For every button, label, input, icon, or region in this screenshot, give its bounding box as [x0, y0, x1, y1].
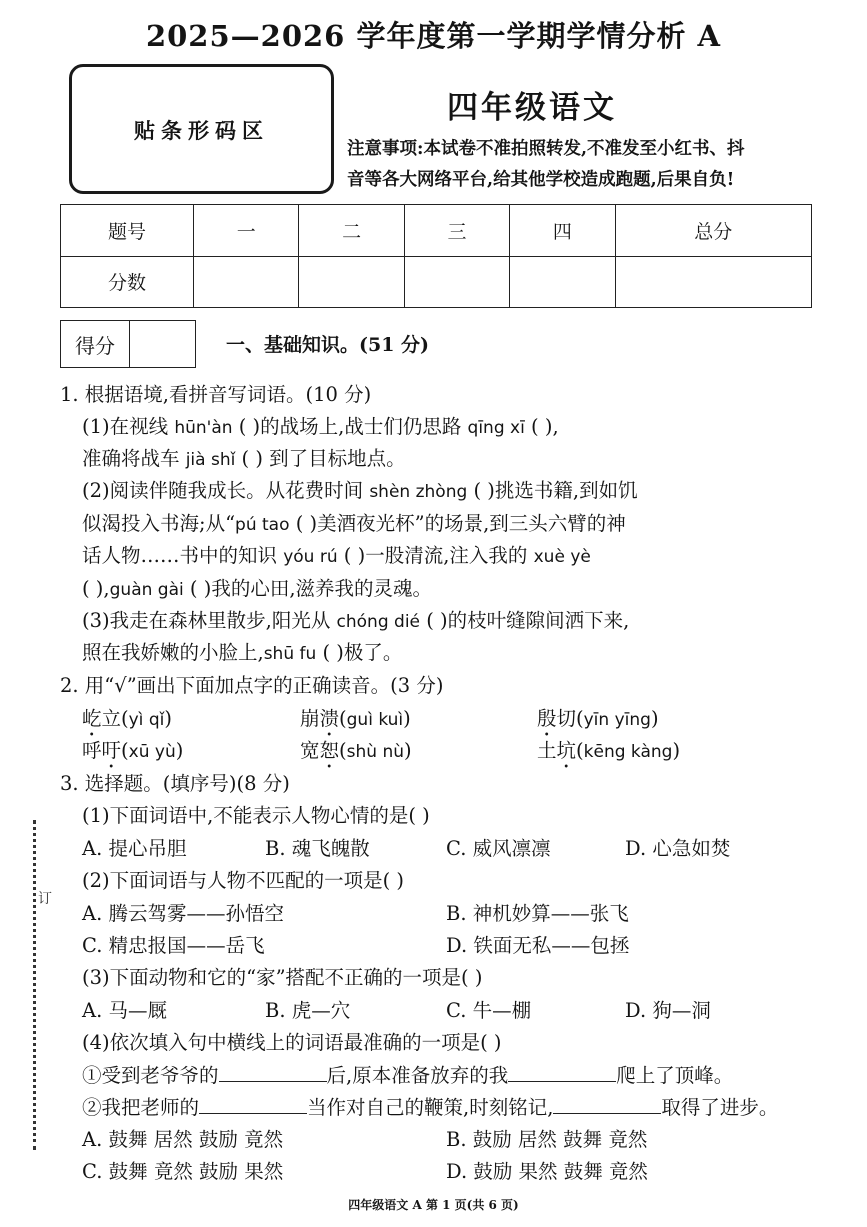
- q3-title: 3. 选择题。(填序号)(8 分): [60, 772, 290, 795]
- q3-sub-3: (3)下面动物和它的“家”搭配不正确的一项是( ): [82, 966, 483, 989]
- subject-title: 四年级语文: [447, 90, 617, 126]
- section-score-input[interactable]: [130, 321, 195, 367]
- pinyin-options: yì qǐ: [128, 710, 165, 730]
- q2-item-5[interactable]: [300, 738, 412, 773]
- score-input-4[interactable]: [510, 256, 615, 308]
- q3-sub-4-sentence-2: [82, 1095, 778, 1121]
- q3-sub-3-option-c[interactable]: C. 牛—棚: [446, 999, 532, 1022]
- cell-fenshu: 分数: [61, 256, 194, 308]
- section-1-title: 一、基础知识。(51 分): [226, 334, 430, 356]
- q3-sub-2: (2)下面词语与人物不匹配的一项是( ): [82, 869, 405, 892]
- score-input-1[interactable]: [194, 256, 299, 308]
- cell-total: 总分: [615, 205, 811, 257]
- score-input-2[interactable]: [299, 256, 404, 308]
- pinyin: chóng dié: [336, 612, 420, 632]
- q3-sub-4-sentence-1: [82, 1063, 733, 1089]
- text: ): [403, 707, 411, 730]
- q3-sub-1-option-a[interactable]: A. 提心吊胆: [82, 837, 187, 860]
- pinyin: yóu rú: [283, 547, 338, 567]
- text: ( )一股清流,注入我的: [337, 544, 534, 567]
- q3-sub-4-option-c[interactable]: C. 鼓舞 竟然 鼓励 果然: [82, 1160, 284, 1183]
- text: 照在我娇嫩的小脸上,: [82, 641, 264, 664]
- cell-4: 四: [510, 205, 615, 257]
- dotted-char: 吁: [101, 739, 122, 762]
- q3-sub-4: (4)依次填入句中横线上的词语最准确的一项是( ): [82, 1031, 502, 1054]
- exam-title: 2025—2026 学年度第一学期学情分析 A: [145, 19, 722, 53]
- q3-sub-4-option-a[interactable]: A. 鼓舞 居然 鼓励 竟然: [82, 1128, 284, 1151]
- notice-line-2: 音等各大网络平台,给其他学校造成跑题,后果自负!: [347, 170, 735, 190]
- pinyin-options: xū yù: [128, 742, 176, 762]
- text: 话人物……书中的知识: [82, 544, 284, 567]
- q2-item-3[interactable]: [537, 706, 659, 741]
- text: 爬上了顶峰。: [616, 1064, 734, 1087]
- text: 当作对自己的鞭策,时刻铭记,: [307, 1096, 554, 1119]
- pinyin-options: yīn yīng: [583, 710, 651, 730]
- binding-margin-dots: [33, 820, 42, 1150]
- score-table-header-row: [61, 205, 812, 257]
- q3-sub-2-option-d[interactable]: D. 铁面无私——包拯: [446, 934, 630, 957]
- barcode-label: 贴条形码区: [134, 118, 269, 143]
- page-footer: 四年级语文 A 第 1 页(共 6 页): [348, 1198, 519, 1212]
- score-table: [60, 204, 812, 308]
- text: (1)在视线: [82, 415, 175, 438]
- q2-item-6[interactable]: [537, 738, 680, 773]
- q3-sub-1-option-b[interactable]: B. 魂飞魄散: [265, 837, 370, 860]
- q1-line-6: [82, 576, 432, 603]
- score-input-3[interactable]: [404, 256, 509, 308]
- q1-line-8: [82, 640, 402, 667]
- text: ( )的枝叶缝隙间洒下来,: [420, 609, 630, 632]
- text: (3)我走在森林里散步,阳光从: [82, 609, 337, 632]
- text: 崩: [300, 707, 320, 730]
- cell-tihao: 题号: [61, 205, 194, 257]
- text: 似渴投入书海;从“: [82, 512, 236, 535]
- text: (: [576, 739, 584, 762]
- pinyin-options: kēng kàng: [583, 742, 673, 762]
- pinyin: shū fu: [263, 644, 317, 664]
- q3-sub-1-option-d[interactable]: D. 心急如焚: [625, 837, 731, 860]
- cell-3: 三: [404, 205, 509, 257]
- text: ( ),: [82, 577, 110, 600]
- binding-margin-mark: 订: [38, 891, 52, 907]
- fill-blank[interactable]: [199, 1095, 307, 1114]
- dotted-char: 溃: [319, 707, 340, 730]
- text: 切(: [556, 707, 584, 730]
- text: (2)阅读伴随我成长。从花费时间: [82, 479, 370, 502]
- text: (: [339, 739, 347, 762]
- fill-blank[interactable]: [553, 1095, 661, 1114]
- notice-line-1: 注意事项:本试卷不准拍照转发,不准发至小红书、抖: [347, 139, 745, 159]
- fill-blank[interactable]: [219, 1063, 327, 1082]
- text: 呼: [82, 739, 102, 762]
- q3-sub-4-option-d[interactable]: D. 鼓励 果然 鼓舞 竟然: [446, 1160, 648, 1183]
- pinyin: xuè yè: [533, 547, 591, 567]
- text: ( )美酒夜光杯”的场景,到三头六臂的神: [289, 512, 626, 535]
- text: ( ) 到了目标地点。: [235, 447, 406, 470]
- text: ): [650, 707, 659, 730]
- q1-line-7: [82, 608, 629, 635]
- pinyin: qīng xī: [467, 418, 525, 438]
- cell-2: 二: [299, 205, 404, 257]
- text: 宽: [300, 739, 320, 762]
- text: ①受到老爷爷的: [82, 1064, 219, 1087]
- q1-title: 1. 根据语境,看拼音写词语。(10 分): [60, 383, 372, 406]
- q1-line-4: [82, 511, 626, 538]
- q3-sub-1: (1)下面词语中,不能表示人物心情的是( ): [82, 804, 430, 827]
- pinyin: guàn gài: [109, 580, 184, 600]
- text: 准确将战车: [82, 447, 186, 470]
- q3-sub-3-option-a[interactable]: A. 马—厩: [82, 999, 167, 1022]
- text: 土: [537, 739, 557, 762]
- text: ( )我的心田,滋养我的灵魂。: [183, 577, 433, 600]
- text: 立(: [101, 707, 129, 730]
- score-input-total[interactable]: [615, 256, 811, 308]
- text: ( )极了。: [316, 641, 403, 664]
- text: ( )的战场上,战士们仍思路: [232, 415, 468, 438]
- text: ): [164, 707, 172, 730]
- notice: [347, 134, 817, 196]
- q3-sub-2-option-b[interactable]: B. 神机妙算——张飞: [446, 902, 629, 925]
- q3-sub-4-option-b[interactable]: B. 鼓励 居然 鼓舞 竟然: [446, 1128, 648, 1151]
- pinyin: shèn zhòng: [369, 482, 468, 502]
- q2-title: 2. 用“√”画出下面加点字的正确读音。(3 分): [60, 674, 444, 697]
- dotted-char: 屹: [82, 707, 102, 730]
- text: ): [672, 739, 681, 762]
- pinyin: hūn'àn: [174, 418, 233, 438]
- text: (: [121, 739, 129, 762]
- dotted-char: 殷: [537, 707, 557, 730]
- text: 取得了进步。: [661, 1096, 779, 1119]
- pinyin-options: guì kuì: [346, 710, 404, 730]
- q2-item-4[interactable]: [82, 738, 183, 773]
- q1-line-2: [82, 446, 406, 473]
- q3-sub-3-option-b[interactable]: B. 虎—穴: [265, 999, 351, 1022]
- dotted-char: 坑: [556, 739, 577, 762]
- q2-item-1[interactable]: [82, 706, 172, 741]
- q2-item-2[interactable]: [300, 706, 411, 741]
- fill-blank[interactable]: [508, 1063, 616, 1082]
- section-score-label: 得分: [61, 321, 130, 367]
- q1-line-5: [82, 543, 591, 570]
- text: ( ),: [524, 415, 559, 438]
- q3-sub-2-option-c[interactable]: C. 精忠报国——岳飞: [82, 934, 265, 957]
- q1-line-1: [82, 414, 559, 441]
- text: ( )挑选书籍,到如饥: [467, 479, 638, 502]
- pinyin-options: shù nù: [346, 742, 404, 762]
- text: 后,原本准备放弃的我: [326, 1064, 509, 1087]
- q3-sub-1-option-c[interactable]: C. 威风凛凛: [446, 837, 551, 860]
- q1-line-3: [82, 478, 638, 505]
- section-score-box: [60, 320, 196, 368]
- score-table-score-row: [61, 256, 812, 308]
- barcode-area: [69, 64, 334, 194]
- text: ): [404, 739, 412, 762]
- pinyin: jià shǐ: [185, 450, 236, 470]
- cell-1: 一: [194, 205, 299, 257]
- text: ): [175, 739, 184, 762]
- dotted-char: 恕: [319, 739, 340, 762]
- text: (: [339, 707, 347, 730]
- q3-sub-3-option-d[interactable]: D. 狗—洞: [625, 999, 711, 1022]
- q3-sub-2-option-a[interactable]: A. 腾云驾雾——孙悟空: [82, 902, 284, 925]
- pinyin: pú tao: [235, 515, 290, 535]
- text: ②我把老师的: [82, 1096, 200, 1119]
